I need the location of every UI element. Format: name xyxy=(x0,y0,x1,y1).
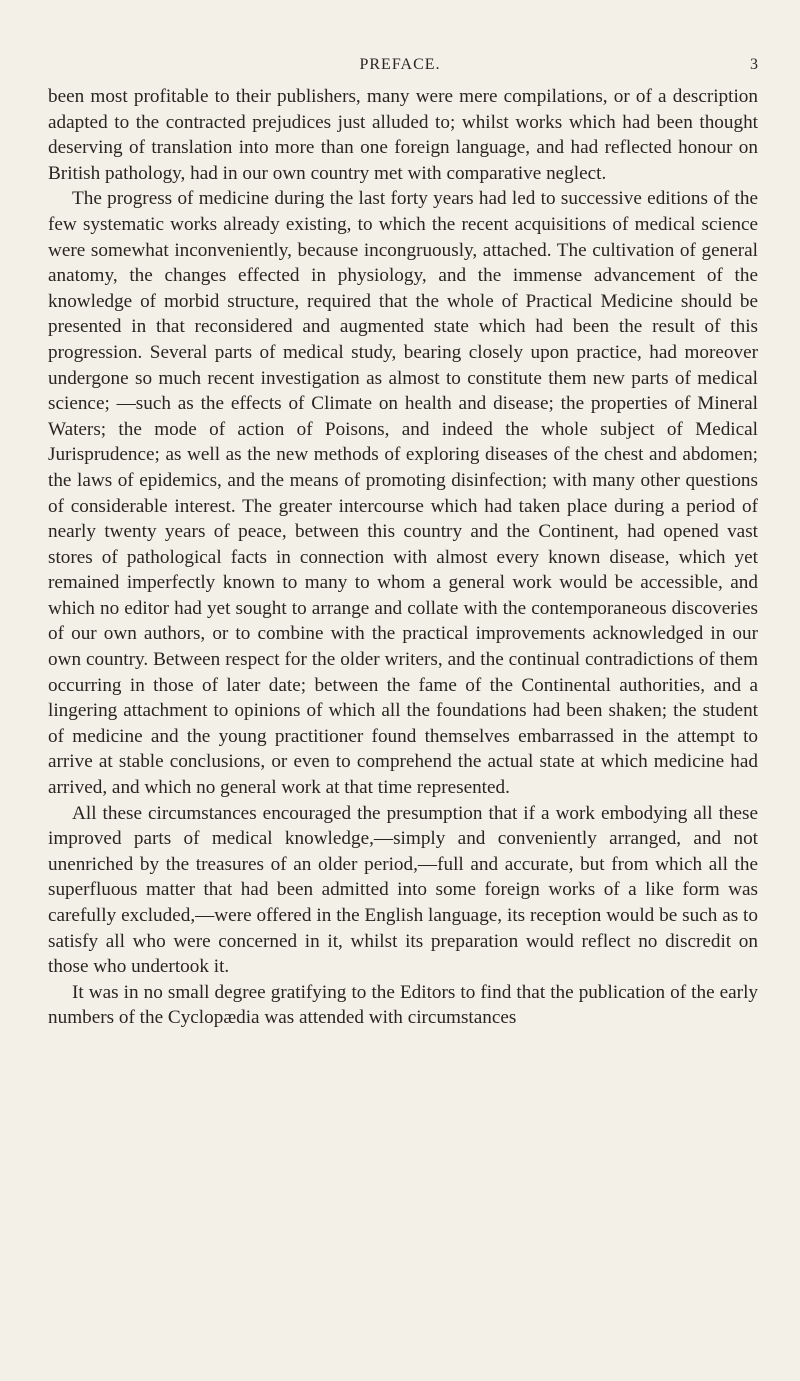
page-number: 3 xyxy=(750,56,758,73)
paragraph-circumstances: All these circumstances encouraged the presumption that if a work embodying all these improved parts of medical knowledge,—simply and conveniently arranged, and not unenriched by the treasures of an older period,—full and accurate, but from which all the superfluous matter that had been admitted into some foreign works of a like form was carefully excluded,—were offered in the English language, its reception would be such as to satisfy all who were concerned in it, whilst its preparation would reflect no discredit on those who undertook it. xyxy=(48,802,758,978)
paragraph-gratifying: It was in no small degree gratifying to the Editors to find that the publication of the early numbers of the Cyclopædia was attended with circumstances xyxy=(48,981,758,1029)
paragraph-progress-of-medicine: The progress of medicine during the last forty years had led to successive editions of the few systematic works already existing, to which the recent acquisitions of medical science were somewhat inconveniently, because incongruously, attached. The cultivation of general anatomy, the changes effected in physiology, and the immense advancement of the knowledge of morbid structure, required that the whole of Practical Medicine should be presented in that reconsidered and augmented state which had been the result of this progression. Several parts of medical study, bearing closely upon practice, had moreover undergone so much recent investigation as almost to constitute them new parts of medical science; —such as the effects of Climate on health and disease; the properties of Mineral Waters; the mode of action of Poisons, and indeed the whole subject of Medical Jurisprudence; as well as the new methods of exploring diseases of the chest and abdomen; the laws of epidemics, and the means of promoting disinfection; with many other questions of considerable interest. The greater intercourse which had taken place during a period of nearly twenty years of peace, between this country and the Continent, had opened vast stores of pathological facts in connection with almost every known disease, which yet remained imperfectly known to many to whom a general work would be accessible, and which no editor had yet sought to arrange and collate with the contemporaneous discoveries of our own authors, or to combine with the practical improvements acknowledged in our own country. Between respect for the older writers, and the continual contradictions of them occurring in those of later date; between the fame of the Continental authorities, and a lingering attachment to opinions of which all the foundations had been shaken; the student of medicine and the young practitioner found themselves embarrassed in the attempt to arrive at stable conclusions, or even to comprehend the actual state at which medicine had arrived, and which no general work at that time represented. xyxy=(48,188,758,799)
running-title: PREFACE. xyxy=(359,56,441,73)
body-text xyxy=(48,84,758,1031)
running-head xyxy=(0,56,800,80)
paragraph-continuation: been most profitable to their publishers, many were mere compilations, or of a description adapted to the contracted prejudices just alluded to; whilst works which had been thought deserving of translation into more than one foreign language, and had reflected honour on British pathology, had in our own country met with comparative neglect. xyxy=(48,86,758,184)
